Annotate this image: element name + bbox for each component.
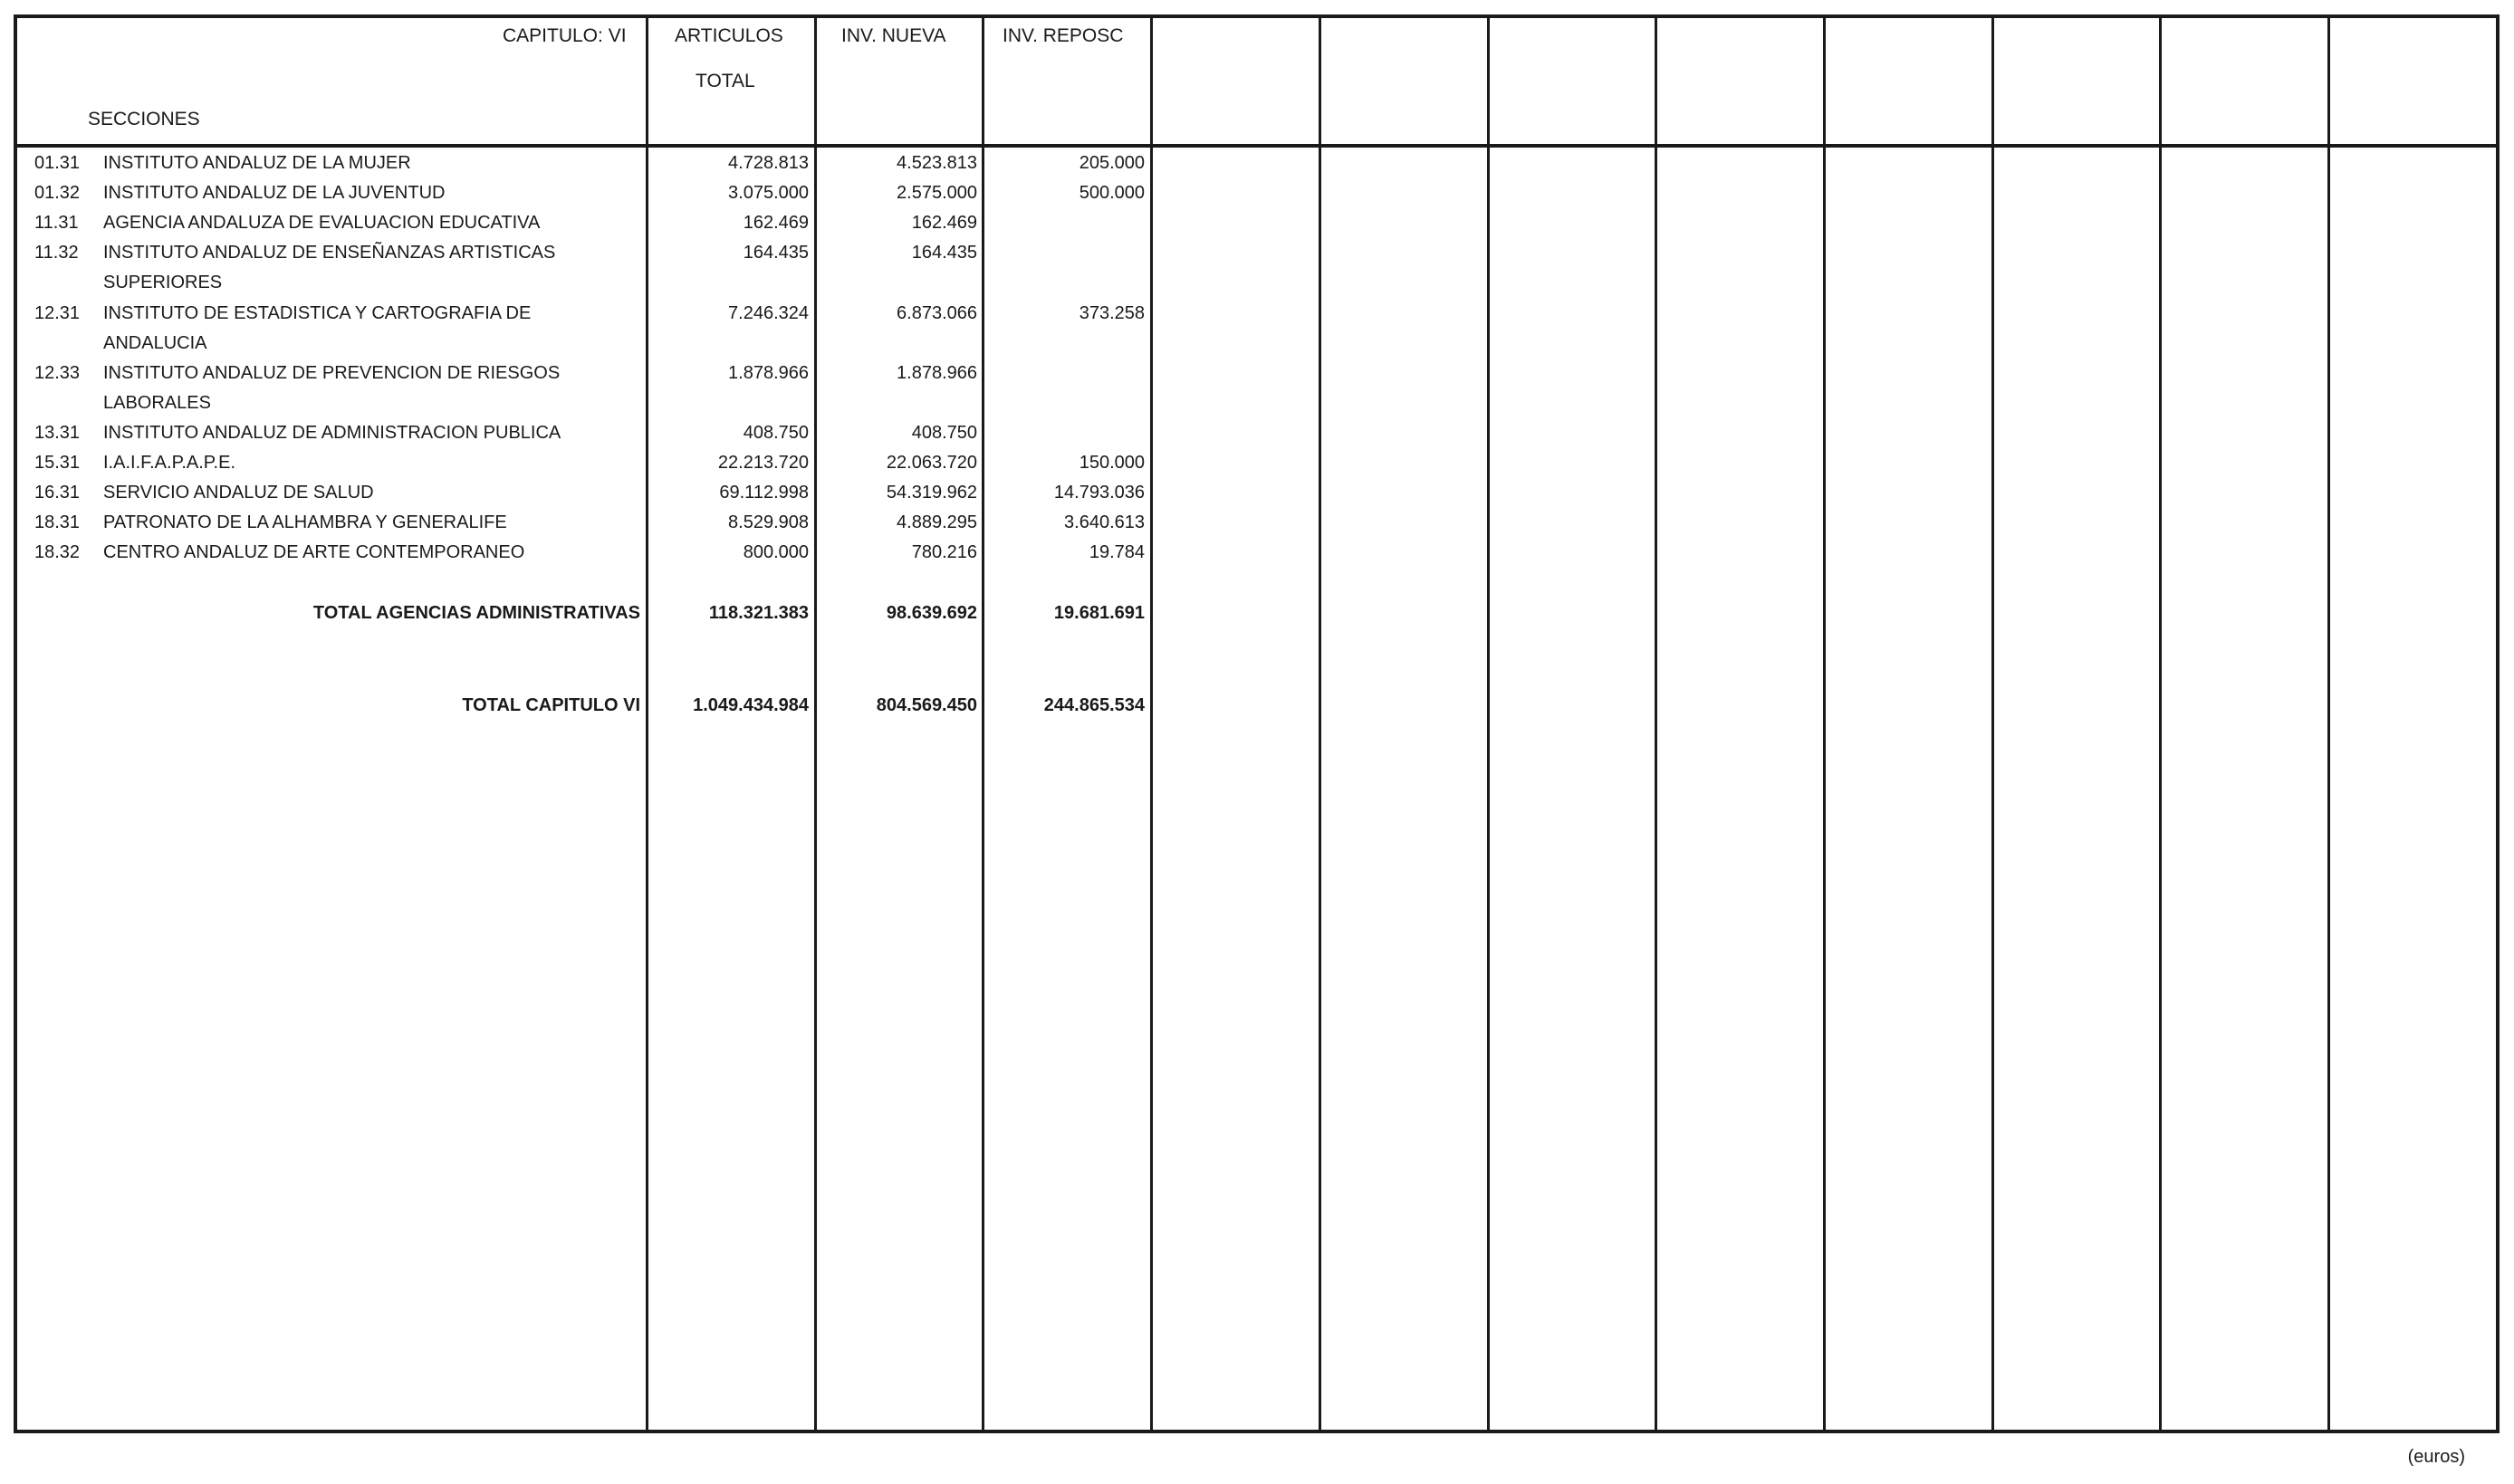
row-name: INSTITUTO DE ESTADISTICA Y CARTOGRAFIA DE ANDALUCIA (103, 303, 532, 353)
total-capitulo-label: TOTAL CAPITULO VI (462, 695, 640, 715)
total-agencias-total: 118.321.383 (708, 603, 809, 623)
table-row (0, 148, 1159, 178)
row-inv-reposc: 373.258 (1079, 303, 1145, 323)
row-total: 8.529.908 (728, 512, 809, 532)
row-inv-nueva: 1.878.966 (897, 363, 977, 383)
row-name: AGENCIA ANDALUZA DE EVALUACION EDUCATIVA (103, 213, 541, 233)
row-name: INSTITUTO ANDALUZ DE LA MUJER (103, 153, 411, 173)
row-inv-nueva: 6.873.066 (897, 303, 977, 323)
row-name: INSTITUTO ANDALUZ DE PREVENCION DE RIESGOS LABORALES (103, 363, 561, 413)
column-divider (1991, 14, 1994, 1433)
row-name: I.A.I.F.A.P.A.P.E. (103, 453, 236, 473)
row-total: 408.750 (743, 423, 809, 443)
total-agencias-row (0, 598, 1159, 628)
total-agencias-inv-nueva: 98.639.692 (886, 603, 977, 623)
column-divider (1655, 14, 1657, 1433)
header-inv-nueva: INV. NUEVA (841, 25, 946, 46)
total-capitulo-total: 1.049.434.984 (693, 695, 809, 715)
total-agencias-inv-reposc: 19.681.691 (1053, 603, 1145, 623)
row-name: CENTRO ANDALUZ DE ARTE CONTEMPORANEO (103, 542, 525, 562)
table-row (0, 208, 1159, 238)
row-inv-nueva: 162.469 (911, 213, 977, 233)
row-total: 3.075.000 (728, 183, 809, 203)
column-divider (1319, 14, 1321, 1433)
row-inv-nueva: 164.435 (911, 243, 977, 263)
row-code: 01.31 (34, 153, 81, 173)
row-name: INSTITUTO ANDALUZ DE ADMINISTRACION PUBLICA (103, 423, 561, 443)
row-inv-nueva: 4.889.295 (897, 512, 977, 532)
row-total: 22.213.720 (717, 453, 809, 473)
table-row (0, 359, 1159, 413)
row-inv-reposc: 150.000 (1079, 453, 1145, 473)
row-inv-reposc: 19.784 (1089, 542, 1145, 562)
row-name: SERVICIO ANDALUZ DE SALUD (103, 483, 374, 503)
table-row (0, 299, 1159, 353)
row-code: 16.31 (34, 483, 81, 503)
row-inv-reposc: 3.640.613 (1064, 512, 1145, 532)
table-row (0, 538, 1159, 568)
total-capitulo-inv-nueva: 804.569.450 (876, 695, 977, 715)
row-inv-nueva: 4.523.813 (897, 153, 977, 173)
row-total: 1.878.966 (728, 363, 809, 383)
column-divider (2159, 14, 2162, 1433)
row-inv-reposc: 500.000 (1079, 183, 1145, 203)
table-row (0, 178, 1159, 208)
header-divider (14, 144, 2500, 148)
row-total: 4.728.813 (728, 153, 809, 173)
row-total: 69.112.998 (719, 483, 809, 503)
row-code: 13.31 (34, 423, 81, 443)
row-total: 800.000 (743, 542, 809, 562)
column-divider (1823, 14, 1826, 1433)
total-agencias-label: TOTAL AGENCIAS ADMINISTRATIVAS (312, 603, 640, 623)
header-secciones: SECCIONES (88, 109, 200, 129)
total-capitulo-row (0, 691, 1159, 721)
row-code: 15.31 (34, 453, 81, 473)
column-divider (1487, 14, 1490, 1433)
row-inv-reposc: 14.793.036 (1053, 483, 1145, 503)
row-code: 18.31 (34, 512, 81, 532)
table-row (0, 478, 1159, 508)
row-code: 12.31 (34, 303, 81, 323)
row-code: 11.31 (34, 213, 79, 233)
row-inv-nueva: 408.750 (911, 423, 977, 443)
row-name: PATRONATO DE LA ALHAMBRA Y GENERALIFE (103, 512, 507, 532)
header-total: TOTAL (696, 71, 755, 91)
table-row (0, 508, 1159, 538)
row-name: INSTITUTO ANDALUZ DE LA JUVENTUD (103, 183, 446, 203)
row-inv-nueva: 2.575.000 (897, 183, 977, 203)
header-articulos: ARTICULOS (675, 25, 783, 46)
row-name: INSTITUTO ANDALUZ DE ENSEÑANZAS ARTISTICAS SUPERIORES (103, 243, 556, 292)
row-total: 7.246.324 (728, 303, 809, 323)
row-total: 164.435 (743, 243, 809, 263)
row-code: 01.32 (34, 183, 81, 203)
table-row (0, 238, 1159, 292)
table-row (0, 418, 1159, 448)
table-row (0, 448, 1159, 478)
row-code: 11.32 (34, 243, 79, 263)
row-inv-nueva: 780.216 (911, 542, 977, 562)
row-total: 162.469 (743, 213, 809, 233)
column-divider (2327, 14, 2330, 1433)
row-inv-nueva: 22.063.720 (886, 453, 977, 473)
row-code: 18.32 (34, 542, 81, 562)
header-inv-reposc: INV. REPOSC (1003, 25, 1124, 46)
row-inv-nueva: 54.319.962 (886, 483, 977, 503)
row-code: 12.33 (34, 363, 81, 383)
total-capitulo-inv-reposc: 244.865.534 (1043, 695, 1145, 715)
row-inv-reposc: 205.000 (1079, 153, 1145, 173)
currency-unit-note: (euros) (2407, 1447, 2465, 1467)
header-capitulo: CAPITULO: VI (503, 25, 627, 46)
